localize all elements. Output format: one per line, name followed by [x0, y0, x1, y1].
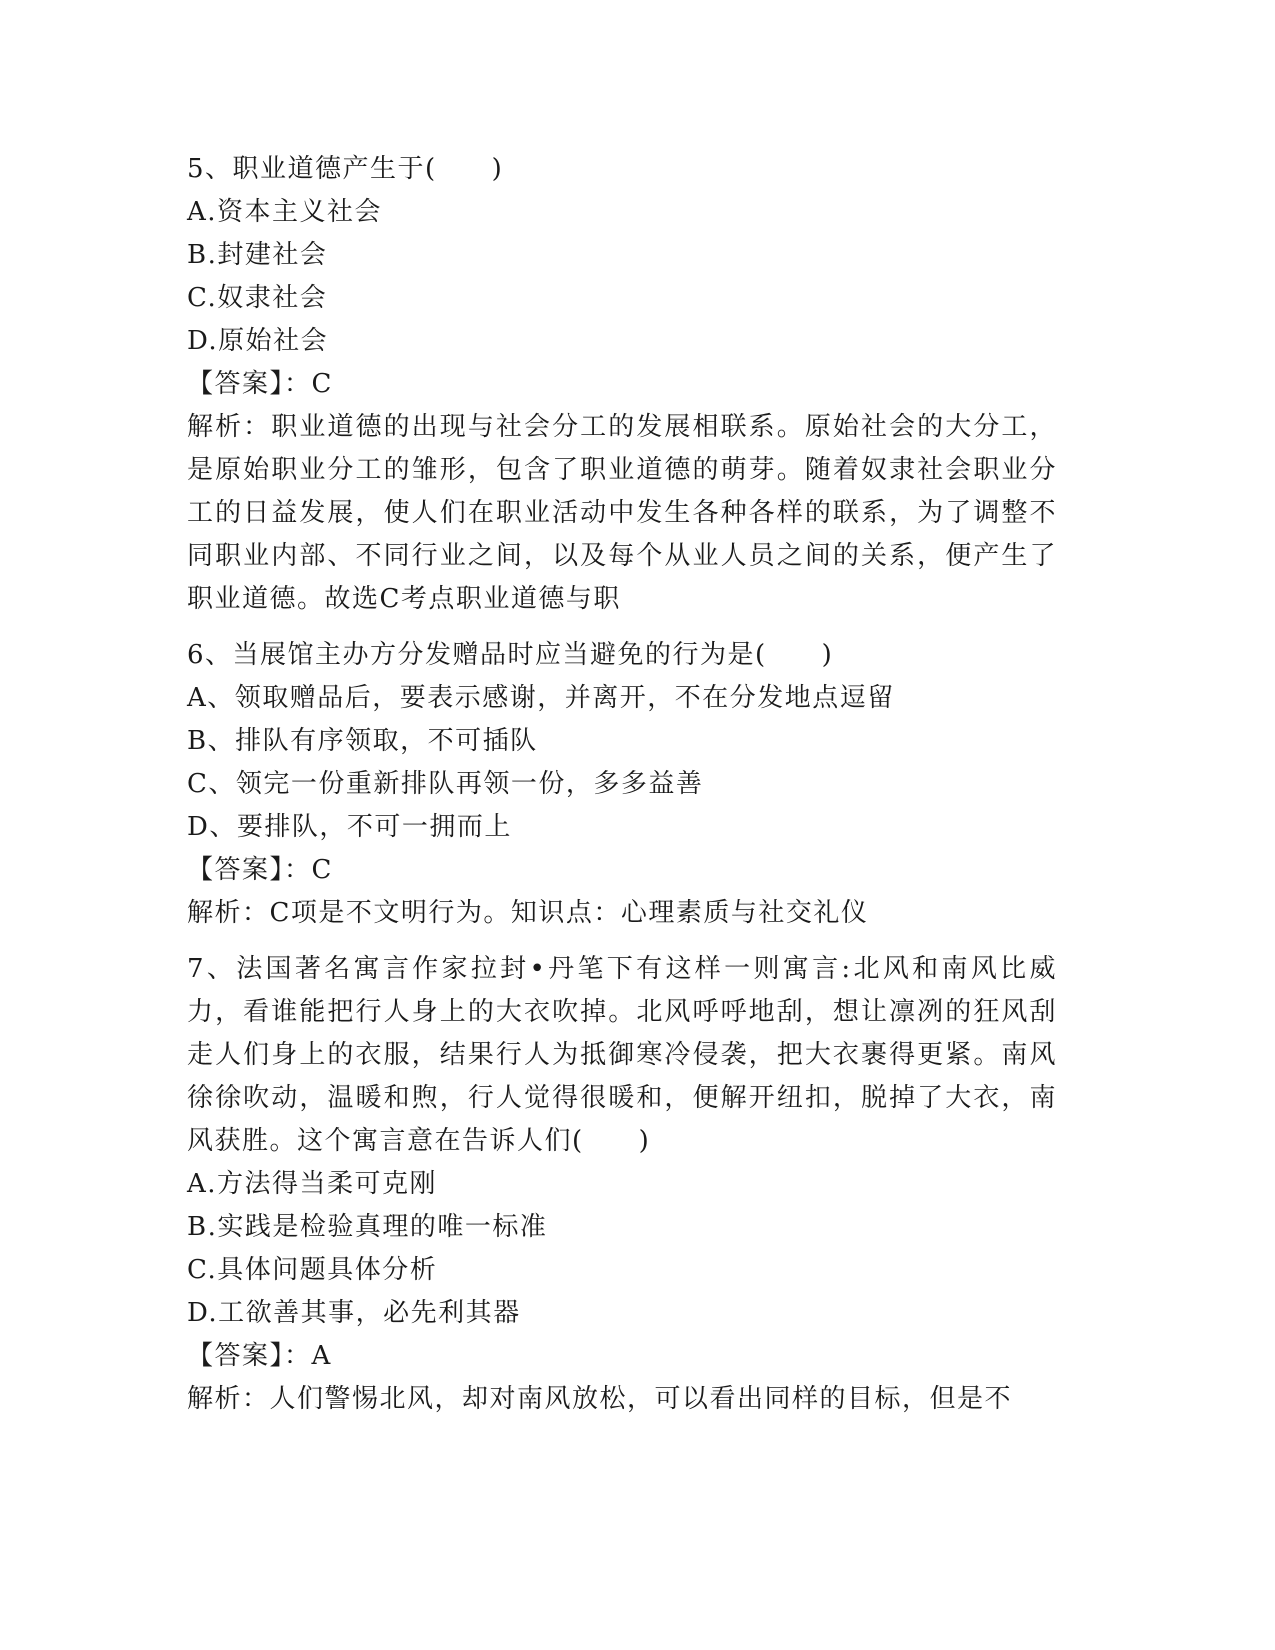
option-d: D.原始社会 — [187, 326, 329, 356]
option-b: B、排队有序领取，不可插队 — [187, 726, 538, 756]
option-a: A.资本主义社会 — [187, 197, 383, 227]
option-d: D、要排队，不可一拥而上 — [187, 812, 512, 842]
question-6 — [187, 634, 1057, 935]
answer: 【答案】：C — [187, 369, 333, 399]
option-c: C.奴隶社会 — [187, 283, 328, 313]
question-5 — [187, 148, 1057, 621]
option-a: A、领取赠品后，要表示感谢，并离开，不在分发地点逗留 — [187, 683, 895, 713]
question-7 — [187, 948, 1057, 1421]
explanation: 解析：C项是不文明行为。知识点：心理素质与社交礼仪 — [187, 898, 869, 928]
explanation: 解析：人们警惕北风，却对南风放松，可以看出同样的目标，但是不 — [187, 1384, 1013, 1414]
option-c: C、领完一份重新排队再领一份，多多益善 — [187, 769, 704, 799]
answer: 【答案】：C — [187, 855, 333, 885]
question-stem: 6、当展馆主办方分发赠品时应当避免的行为是( ) — [187, 640, 834, 670]
question-stem: 5、职业道德产生于( ) — [187, 154, 504, 184]
document-page — [187, 148, 1057, 1434]
answer: 【答案】：A — [187, 1341, 332, 1371]
explanation: 解析：职业道德的出现与社会分工的发展相联系。原始社会的大分工，是原始职业分工的雏形，包含了职业道德的萌芽。随着奴隶社会职业分工的日益发展，使人们在职业活动中发生各种各样的联系，为了调整不同职业内部、不同行业之间，以及每个从业人员之间的关系，便产生了职业道德。故选C考点职业道德与职 — [187, 412, 1057, 614]
option-b: B.封建社会 — [187, 240, 328, 270]
option-d: D.工欲善其事，必先利其器 — [187, 1298, 521, 1328]
option-b: B.实践是检验真理的唯一标准 — [187, 1212, 548, 1242]
question-stem: 7、法国著名寓言作家拉封•丹笔下有这样一则寓言:北风和南风比威力，看谁能把行人身上的大衣吹掉。北风呼呼地刮，想让凛冽的狂风刮走人们身上的衣服，结果行人为抵御寒冷侵袭，把大衣裹得更紧。南风徐徐吹动，温暖和煦，行人觉得很暖和，便解开纽扣，脱掉了大衣，南风获胜。这个寓言意在告诉人们( ) — [187, 954, 1057, 1156]
option-c: C.具体问题具体分析 — [187, 1255, 438, 1285]
option-a: A.方法得当柔可克刚 — [187, 1169, 438, 1199]
